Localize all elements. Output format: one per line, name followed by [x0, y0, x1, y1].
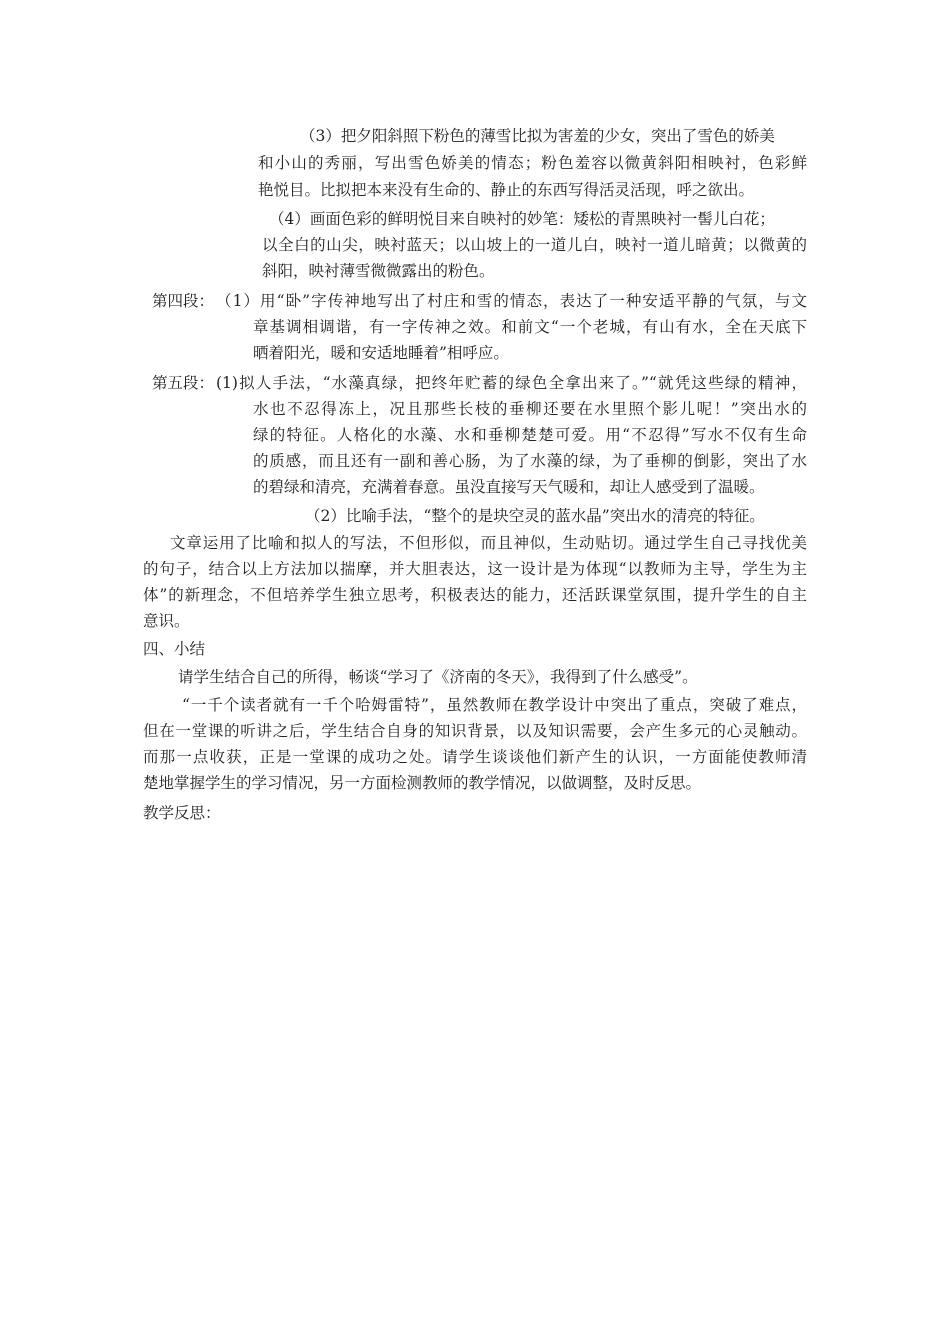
section-heading-summary: 四、小结 [143, 640, 206, 658]
section5-line-2: 水也不忍得冻上，况且那些长枝的垂柳还要在水里照个影儿呢！”突出水的 [253, 400, 807, 418]
section5-label: 第五段： [152, 374, 215, 392]
summary-line-2: 的句子，结合以上方法加以揣摩，并大胆表达，这一设计是为体现“以教师为主导，学生为主 [143, 560, 807, 578]
para3-line-2: 和小山的秀丽，写出雪色娇美的情态；粉色羞容以微黄斜阳相映衬，色彩鲜 [258, 154, 807, 172]
summary-line-4: 意识。 [143, 612, 190, 630]
reflection-line-4: 楚地掌握学生的学习情况，另一方面检测教师的教学情况，以做调整，及时反思。 [143, 774, 702, 792]
para3-line-1: （3）把夕阳斜照下粉色的薄雪比拟为害羞的少女，突出了雪色的娇美 [300, 127, 775, 145]
summary-line-3: 体”的新理念，不但培养学生独立思考，积极表达的能力，还活跃课堂氛围，提升学生的自主 [143, 586, 807, 604]
section5-line-1: (1)拟人手法，“水藻真绿，把终年贮蓄的绿色全拿出来了。”“就凭这些绿的精神， [216, 374, 807, 392]
teaching-reflection-label: 教学反思： [143, 804, 221, 822]
para3-line-3: 艳悦目。比拟把本来没有生命的、静止的东西写得活灵活现，呼之欲出。 [258, 181, 755, 199]
section4-line-3: 晒着阳光，暖和安适地睡着”相呼应。 [253, 344, 509, 362]
section4-line-1: （1）用“卧”字传神地写出了村庄和雪的情态，表达了一种安适平静的气氛，与文 [216, 292, 807, 310]
section5-line-3: 绿的特征。人格化的水藻、水和垂柳楚楚可爱。用“不忍得”写水不仅有生命 [253, 426, 807, 444]
section4-label: 第四段： [152, 292, 215, 310]
reflection-line-3: 而那一点收获，正是一堂课的成功之处。请学生谈谈他们新产生的认识，一方面能使教师清 [143, 748, 807, 766]
para4-line-2: 以全白的山尖，映衬蓝天；以山坡上的一道儿白，映衬一道儿暗黄；以微黄的 [262, 236, 807, 254]
para4-line-1: （4）画面色彩的鲜明悦目来自映衬的妙笔：矮松的青黑映衬一髻儿白花； [269, 210, 775, 228]
section4-line-2: 章基调相调谐，有一字传神之效。和前文“一个老城，有山有水，全在天底下 [253, 318, 807, 336]
reflection-line-2: 但在一堂课的听讲之后，学生结合自身的知识背景，以及知识需要，会产生多元的心灵触动。 [143, 722, 807, 740]
section5-line-4: 的质感，而且还有一副和善心肠，为了水藻的绿，为了垂柳的倒影，突出了水 [253, 452, 807, 470]
section5-point2: （2）比喻手法，“整个的是块空灵的蓝水晶”突出水的清亮的特征。 [305, 507, 765, 525]
para4-line-3: 斜阳，映衬薄雪微微露出的粉色。 [262, 262, 495, 280]
summary-line-1: 文章运用了比喻和拟人的写法，不但形似，而且神似，生动贴切。通过学生自己寻找优美 [170, 534, 807, 552]
invite-paragraph: 请学生结合自己的所得，畅谈“学习了《济南的冬天》，我得到了什么感受”。 [178, 668, 698, 686]
reflection-line-1: “一千个读者就有一千个哈姆雷特”，虽然教师在教学设计中突出了重点，突破了难点， [182, 696, 807, 714]
section5-line-5: 的碧绿和清亮，充满着春意。虽没直接写天气暖和，却让人感受到了温暖。 [253, 478, 765, 496]
